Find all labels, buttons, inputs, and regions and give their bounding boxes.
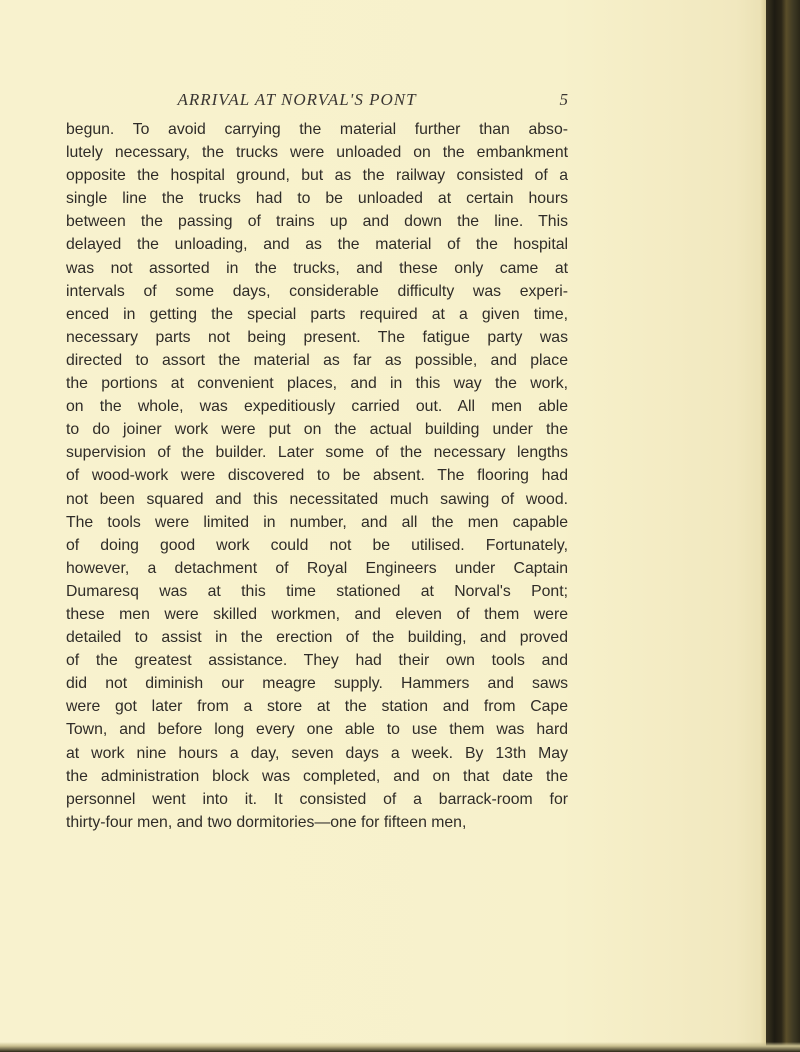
text-line: supervision of the builder. Later some of the necessary lengths bbox=[66, 444, 568, 462]
text-line: to do joiner work were put on the actual building under the bbox=[66, 421, 568, 439]
book-binding bbox=[766, 0, 800, 1052]
text-line: single line the trucks had to be unloaded at certain hours bbox=[66, 190, 568, 208]
text-line: detailed to assist in the erection of the building, and proved bbox=[66, 629, 568, 647]
text-line: enced in getting the special parts required at a given time, bbox=[66, 305, 568, 323]
text-line: opposite the hospital ground, but as the railway consisted of a bbox=[66, 167, 568, 185]
body-text bbox=[66, 118, 568, 834]
text-line: were got later from a store at the station and from Cape bbox=[66, 698, 568, 716]
text-line: at work nine hours a day, seven days a week. By 13th May bbox=[66, 744, 568, 762]
text-line: did not diminish our meagre supply. Hammers and saws bbox=[66, 675, 568, 693]
text-line: delayed the unloading, and as the material of the hospital bbox=[66, 236, 568, 254]
text-line: was not assorted in the trucks, and these only came at bbox=[66, 259, 568, 277]
text-line: necessary parts not being present. The fatigue party was bbox=[66, 328, 568, 346]
page-bottom-edge bbox=[0, 1042, 800, 1052]
text-line: on the whole, was expeditiously carried out. All men able bbox=[66, 398, 568, 416]
text-line: lutely necessary, the trucks were unloaded on the embankment bbox=[66, 144, 568, 162]
text-line: the portions at convenient places, and in this way the work, bbox=[66, 375, 568, 393]
running-title: ARRIVAL AT NORVAL'S PONT bbox=[177, 90, 417, 109]
text-line: directed to assort the material as far as possible, and place bbox=[66, 351, 568, 369]
text-line: begun. To avoid carrying the material further than abso- bbox=[66, 121, 568, 138]
text-line: of doing good work could not be utilised. Fortunately, bbox=[66, 536, 568, 554]
text-line: between the passing of trains up and down the line. This bbox=[66, 213, 568, 231]
text-line: of the greatest assistance. They had their own tools and bbox=[66, 652, 568, 670]
page-number: 5 bbox=[559, 90, 568, 109]
text-line: of wood-work were discovered to be absent. The flooring had bbox=[66, 467, 568, 485]
text-line: Dumaresq was at this time stationed at Norval's Pont; bbox=[66, 582, 568, 600]
text-line: however, a detachment of Royal Engineers under Captain bbox=[66, 559, 568, 577]
text-line: these men were skilled workmen, and eleven of them were bbox=[66, 605, 568, 623]
text-line: not been squared and this necessitated much sawing of wood. bbox=[66, 490, 568, 508]
running-head bbox=[66, 90, 568, 114]
text-line: thirty-four men, and two dormitories—one for fifteen men, bbox=[66, 813, 467, 831]
text-line: intervals of some days, considerable difficulty was experi- bbox=[66, 282, 568, 300]
text-line: The tools were limited in number, and all the men capable bbox=[66, 513, 568, 531]
text-line: the administration block was completed, and on that date the bbox=[66, 767, 568, 785]
text-line: Town, and before long every one able to use them was hard bbox=[66, 721, 568, 739]
text-line: personnel went into it. It consisted of a barrack-room for bbox=[66, 790, 568, 808]
